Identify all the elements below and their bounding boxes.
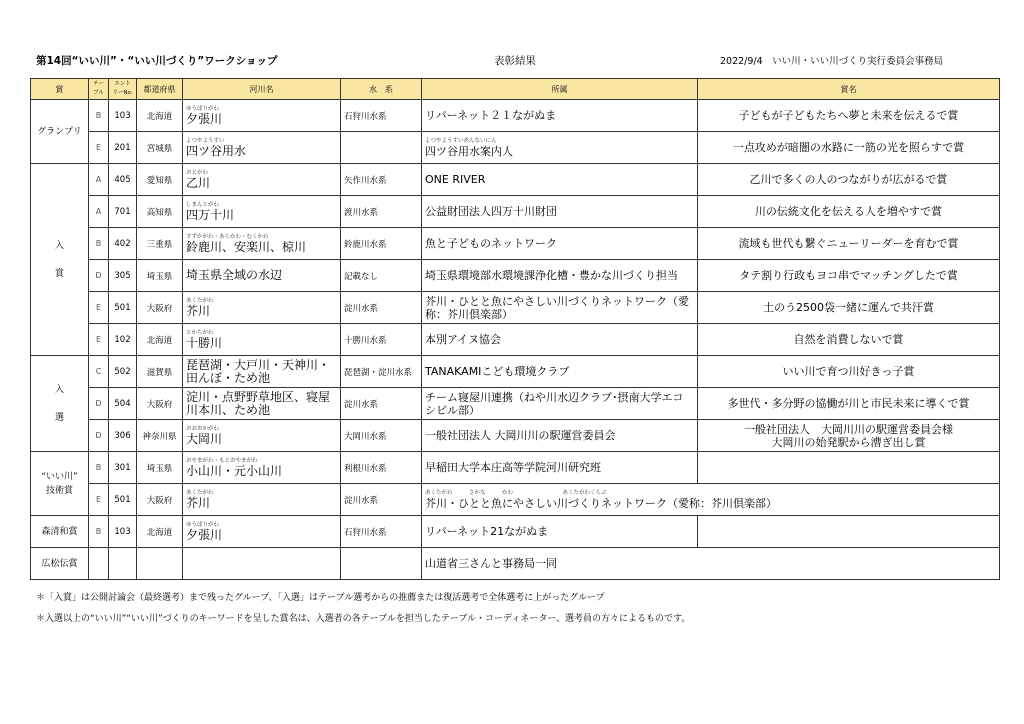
river-name: 芥川 [186,303,211,318]
prefecture: 三重県 [137,228,183,260]
river-name-cell [183,548,341,580]
water-system: 淀川水系 [341,292,422,324]
river-name-cell [183,132,341,164]
river-name-cell [183,100,341,132]
river-name-cell [183,228,341,260]
river-name-cell [183,420,341,452]
organization: 本別アイヌ協会 [425,333,502,346]
river-ruby: おやまがわ・もとおやまがわ [186,457,258,464]
prize-name: 子どもが子どもたちへ夢と未来を伝えるで賞 [698,100,1000,132]
organization: 公益財団法人四万十川財団 [425,205,557,218]
river-name-cell [183,324,341,356]
prize-name: 川の伝統文化を伝える人を増やすで賞 [698,196,1000,228]
organization-cell [422,548,1000,580]
organization: TANAKAMIこども環境クラブ [425,365,570,378]
river-ruby: とかちがわ [186,329,214,336]
entry-number: 501 [109,292,137,324]
entry-number: 405 [109,164,137,196]
river-name-cell [183,452,341,484]
prize-name: 乙川で多くの人のつながりが広がるで賞 [698,164,1000,196]
table-row [31,196,1000,228]
river-name-cell [183,196,341,228]
river-ruby: よつやようすい [186,137,225,144]
organization: 芥川・ひとと魚にやさしい川づくりネットワーク（愛称：芥川倶楽部） [425,294,689,321]
table-row [31,260,1000,292]
river-ruby: おとがわ [186,169,209,176]
entry-number: 502 [109,356,137,388]
river-name-cell [183,164,341,196]
table-letter: B [89,228,109,260]
river-name-cell [183,356,341,388]
col-award: 賞 [31,79,89,100]
award-group-tech: “いい川” 技術賞 [31,452,89,516]
prize-name: 一点攻めが暗闇の水路に一筋の光を照らすで賞 [698,132,1000,164]
water-system [341,132,422,164]
table-row [31,548,1000,580]
table-row [31,420,1000,452]
table-letter: A [89,164,109,196]
table-letter: E [89,484,109,516]
date-organizer: 2022/9/4 いい川・いい川づくり実行委員会事務局 [720,56,944,67]
table-letter: C [89,356,109,388]
water-system: 渡川水系 [341,196,422,228]
water-system: 鈴鹿川水系 [341,228,422,260]
organization-cell [422,196,698,228]
organization-cell [422,484,1000,516]
prefecture: 神奈川県 [137,420,183,452]
prefecture [137,548,183,580]
water-system: 石狩川水系 [341,100,422,132]
table-letter: D [89,260,109,292]
prefecture: 愛知県 [137,164,183,196]
organization-cell [422,388,698,420]
note-2: ＊入選以上の“いい川”“いい川”づくりのキーワードを呈した賞名は、入選者の各テーブルを担当したテーブル・コーディネーター、選考員の方々によるものです。 [36,614,691,624]
organization-cell [422,356,698,388]
organization-cell [422,100,698,132]
prefecture: 北海道 [137,100,183,132]
award-group-nyusho: 入 賞 [31,164,89,356]
prefecture: 大阪府 [137,388,183,420]
note-1: ＊「入賞」は公開討論会（最終選考）まで残ったグループ、「入選」はテーブル選考からの推薦または復活選考で全体選考に上がったグループ [36,593,605,603]
prefecture: 埼玉県 [137,452,183,484]
organization-cell [422,164,698,196]
entry-number: 103 [109,516,137,548]
event-title: 第14回“いい川”・“いい川づくり”ワークショップ [36,55,278,67]
table-row [31,484,1000,516]
organization: 一般社団法人 大岡川川の駅運営委員会 [425,429,616,442]
col-pref: 都道府県 [137,79,183,100]
document-title: 表彰結果 [494,55,536,67]
water-system: 淀川水系 [341,388,422,420]
table-row [31,292,1000,324]
table-letter: B [89,516,109,548]
entry-number: 501 [109,484,137,516]
col-org: 所属 [422,79,698,100]
organization-cell [422,228,698,260]
river-name: 淀川・点野野草地区、寝屋川本川、ため池 [186,389,331,417]
organization: 四ツ谷用水案内人 [425,144,513,158]
table-letter: E [89,292,109,324]
table-letter: E [89,324,109,356]
river-name: 四万十川 [186,207,235,222]
entry-number: 402 [109,228,137,260]
river-ruby: しまんとがわ [186,201,220,208]
table-row [31,228,1000,260]
water-system: 石狩川水系 [341,516,422,548]
entry-number: 305 [109,260,137,292]
table-row [31,388,1000,420]
organization: 山道省三さんと事務局一同 [425,557,557,570]
prize-name [698,452,1000,484]
prefecture: 北海道 [137,324,183,356]
river-name: 乙川 [186,175,211,190]
organization-cell [422,132,698,164]
river-ruby: あくたがわ [186,489,214,496]
organization-cell [422,420,698,452]
water-system [341,548,422,580]
organization-cell [422,260,698,292]
organization: 埼玉県環境部水環境課浄化槽・豊かな川づくり担当 [425,269,678,282]
organization-cell [422,452,698,484]
award-group-hiroi: 広松伝賞 [31,548,89,580]
entry-number: 301 [109,452,137,484]
award-group-morikiyo: 森清和賞 [31,516,89,548]
water-system: 琵琶湖・淀川水系 [341,356,422,388]
water-system: 淀川水系 [341,484,422,516]
organization: 早稲田大学本庄高等学院河川研究班 [425,461,601,474]
award-group-nyusen: 入 選 [31,356,89,452]
entry-number: 504 [109,388,137,420]
water-system: 記載なし [341,260,422,292]
river-ruby: すずかがわ・あらかわ・むくかわ [186,233,269,240]
prize-name: 土のう2500袋一緒に運んで共汗賞 [698,292,1000,324]
organization-cell [422,292,698,324]
header-row [31,79,1000,100]
river-name-cell [183,484,341,516]
entry-number: 306 [109,420,137,452]
prefecture: 北海道 [137,516,183,548]
water-system: 十勝川水系 [341,324,422,356]
col-table: テーブル [89,79,109,100]
table-row [31,132,1000,164]
river-name: 四ツ谷用水 [186,143,247,158]
table-letter: A [89,196,109,228]
prefecture: 大阪府 [137,484,183,516]
organization: チーム寝屋川連携（ねや川水辺クラブ･摂南大学エコシビル部） [425,390,684,417]
award-group-grand: グランプリ [31,100,89,164]
col-entry: エントリーNo. [109,79,137,100]
river-name: 夕張川 [186,527,223,542]
organization: リバーネット２１ながぬま [425,109,557,122]
entry-number: 701 [109,196,137,228]
table-row [31,324,1000,356]
river-ruby: ゆうばりがわ [186,105,220,112]
river-name-cell [183,260,341,292]
prefecture: 滋賀県 [137,356,183,388]
organization: 芥川・ひとと魚にやさしい川づくりネットワーク（愛称：芥川倶楽部） [425,496,777,510]
river-name: 大岡川 [186,431,223,446]
col-system: 水 系 [341,79,422,100]
table-letter: E [89,132,109,164]
table-row [31,516,1000,548]
organization-cell [422,324,698,356]
prize-name: 流域も世代も繋ぐニューリーダーを育むで賞 [698,228,1000,260]
awards-table [30,78,1000,580]
org-ruby: あくたがわ さかな かわ あくたがわくらぶ [425,489,607,496]
prize-name: 多世代・多分野の協働が川と市民未来に導くで賞 [698,388,1000,420]
prefecture: 高知県 [137,196,183,228]
col-prize: 賞名 [698,79,1000,100]
organization: ONE RIVER [425,173,486,186]
prize-name [698,516,1000,548]
table-letter: D [89,388,109,420]
org-ruby: よつやようすいあんないにん [425,137,497,144]
river-name: 夕張川 [186,111,223,126]
river-ruby: ゆうばりがわ [186,521,220,528]
table-letter [89,548,109,580]
table-letter: D [89,420,109,452]
table-row [31,100,1000,132]
organization: リバーネット21ながぬま [425,525,549,538]
entry-number: 102 [109,324,137,356]
river-name: 鈴鹿川、安楽川、椋川 [186,239,307,254]
prize-name: タテ割り行政もヨコ串でマッチングしたで賞 [698,260,1000,292]
river-name: 芥川 [186,495,211,510]
river-name: 十勝川 [186,335,223,350]
entry-number: 201 [109,132,137,164]
table-row [31,356,1000,388]
river-name-cell [183,516,341,548]
prize-name: いい川で育つ川好きっ子賞 [698,356,1000,388]
water-system: 矢作川水系 [341,164,422,196]
water-system: 利根川水系 [341,452,422,484]
entry-number [109,548,137,580]
river-name: 小山川・元小山川 [186,463,283,478]
table-row [31,452,1000,484]
entry-number: 103 [109,100,137,132]
col-river: 河川名 [183,79,341,100]
table-row [31,164,1000,196]
table-letter: B [89,100,109,132]
river-ruby: おおおかがわ [186,425,220,432]
prize-name: 一般社団法人 大岡川川の駅運営委員会様 大岡川の始発駅から漕ぎ出し賞 [698,420,1000,452]
river-ruby: あくたがわ [186,297,214,304]
river-name-cell [183,292,341,324]
table-letter: B [89,452,109,484]
prefecture: 大阪府 [137,292,183,324]
prefecture: 宮城県 [137,132,183,164]
water-system: 大岡川水系 [341,420,422,452]
organization: 魚と子どものネットワーク [425,237,557,250]
river-name: 埼玉県全域の水辺 [186,268,283,282]
prefecture: 埼玉県 [137,260,183,292]
organization-cell [422,516,698,548]
prize-name: 自然を消費しないで賞 [698,324,1000,356]
river-name: 琵琶湖・大戸川・天神川・田んぼ・ため池 [186,357,331,385]
river-name-cell [183,388,341,420]
